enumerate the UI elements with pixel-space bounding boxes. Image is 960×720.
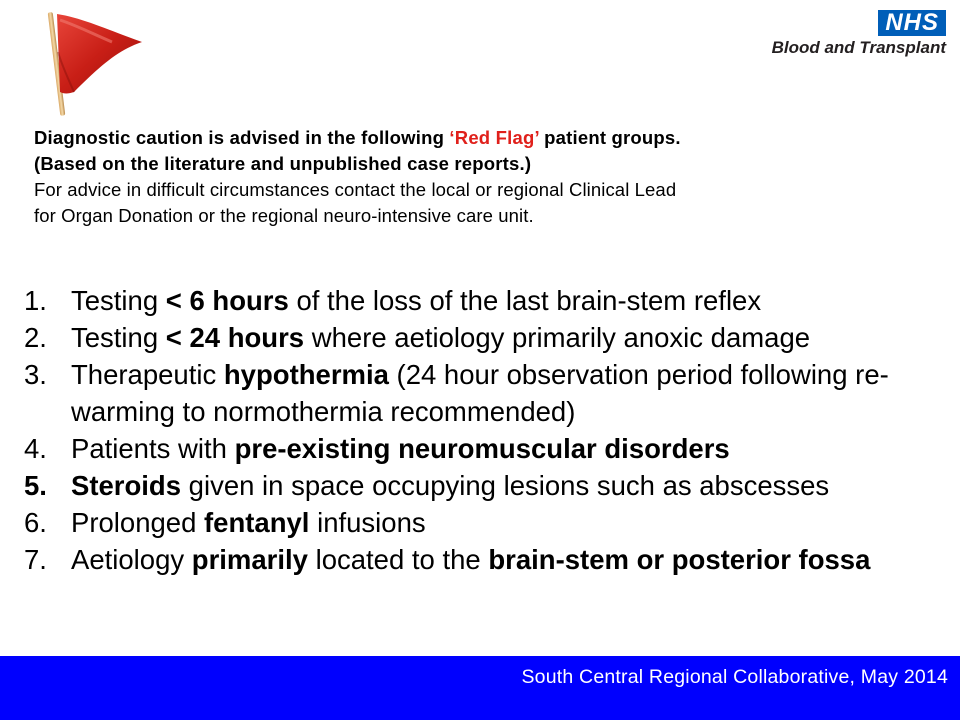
item-number: 7. xyxy=(24,544,47,575)
item-emphasis: pre-existing neuromuscular disorders xyxy=(234,433,730,464)
item-emphasis: < 6 hours xyxy=(165,285,289,316)
item-text: Testing xyxy=(71,285,166,316)
list-item xyxy=(24,356,944,430)
list-item xyxy=(24,430,944,467)
footer-text: South Central Regional Collaborative, May 2014 xyxy=(521,666,948,688)
item-emphasis: Steroids xyxy=(71,470,182,501)
intro-text-end: patient groups. xyxy=(538,127,681,148)
red-flag-list xyxy=(24,282,944,578)
item-number: 4. xyxy=(24,433,47,464)
item-number: 3. xyxy=(24,359,47,390)
item-text: Therapeutic xyxy=(71,359,224,390)
item-text: located to the xyxy=(307,544,489,575)
item-text: infusions xyxy=(309,507,426,538)
intro-line-3: For advice in difficult circumstances contact the local or regional Clinical Lead xyxy=(34,179,677,200)
item-emphasis: fentanyl xyxy=(204,507,310,538)
item-emphasis: primarily xyxy=(191,544,308,575)
nhs-logo-box: NHS xyxy=(878,10,946,36)
item-number: 1. xyxy=(24,285,47,316)
item-text: of the loss of the last brain-stem reflex xyxy=(288,285,762,316)
item-text: given in space occupying lesions such as abscesses xyxy=(181,470,830,501)
item-number: 2. xyxy=(24,322,47,353)
item-text: Patients with xyxy=(71,433,235,464)
intro-text xyxy=(34,125,954,229)
red-flag-icon xyxy=(38,8,148,120)
item-text: (24 hour observation period following re-warming to normothermia recommended) xyxy=(71,359,889,427)
list-item xyxy=(24,319,944,356)
item-number: 5. xyxy=(24,470,47,501)
red-flag-label: ‘Red Flag’ xyxy=(449,127,539,148)
intro-line-2: (Based on the literature and unpublished case reports.) xyxy=(34,153,532,174)
item-text: Aetiology xyxy=(71,544,192,575)
intro-text-start: Diagnostic caution is advised in the following xyxy=(34,127,450,148)
list-item xyxy=(24,541,944,578)
intro-line-1 xyxy=(34,125,954,151)
intro-line-4: for Organ Donation or the regional neuro-intensive care unit. xyxy=(34,205,534,226)
organisation-name: Blood and Transplant xyxy=(771,38,946,57)
nhs-logo xyxy=(772,10,946,58)
item-emphasis: brain-stem or posterior fossa xyxy=(488,544,871,575)
list-item xyxy=(24,282,944,319)
item-text: Prolonged xyxy=(71,507,205,538)
item-emphasis: < 24 hours xyxy=(165,322,305,353)
item-emphasis: hypothermia xyxy=(223,359,389,390)
item-text: Testing xyxy=(71,322,166,353)
list-item xyxy=(24,504,944,541)
footer-bar xyxy=(0,656,960,720)
item-text: where aetiology primarily anoxic damage xyxy=(304,322,811,353)
list-item xyxy=(24,467,944,504)
item-number: 6. xyxy=(24,507,47,538)
